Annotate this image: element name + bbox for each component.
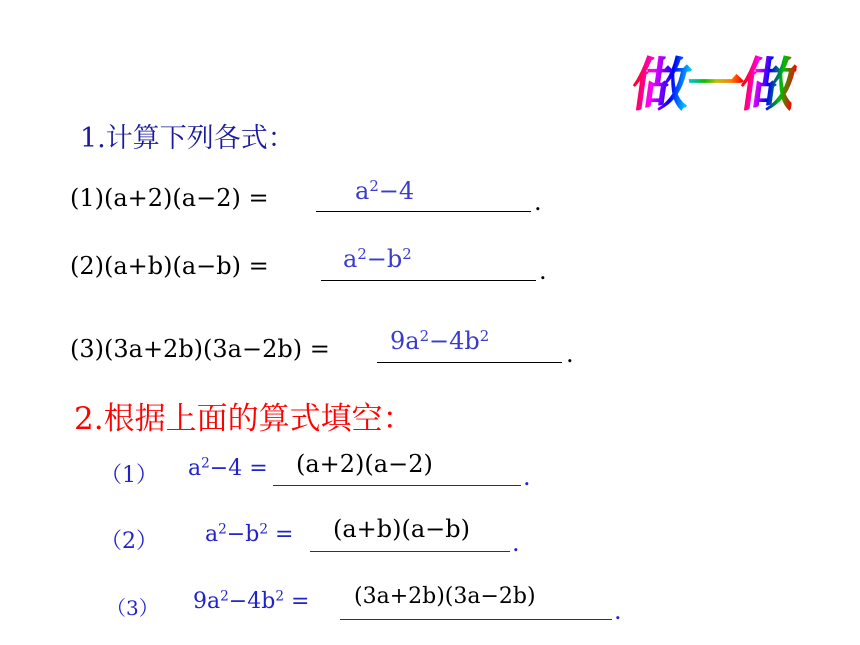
fill-2-answer: (a+b)(a−b) [333,515,471,543]
equation-1-period: . [534,188,542,216]
fill-3-blank [340,618,612,620]
section1-heading: 1.计算下列各式： [80,123,295,154]
page-title: 做一做 [627,38,801,122]
fill-1-blank [273,484,521,486]
fill-3-expression: $9a^2-4b^2$ = [193,588,310,614]
fill-1-expression: $a^2-4$ = [188,455,268,481]
equation-3-answer: $9a^2-4b^2$ [390,326,490,355]
equation-1-blank [316,210,531,212]
fill-2-period: . [512,529,520,557]
fill-2-blank [310,550,510,552]
fill-2-expression: $a^2-b^2$ = [205,521,294,547]
equation-1-answer: $a^2-4$ [355,176,415,205]
equation-3-period: . [566,340,574,368]
equation-3-blank [377,361,562,363]
equation-3-label: (3)(3a+2b)(3a−2b) = [70,335,330,363]
equation-1-label: (1)(a+2)(a−2) = [70,184,269,212]
equation-2-answer: $a^2-b^2$ [343,244,412,273]
fill-2-number: （2） [100,529,158,554]
fill-3-number: （3） [106,596,159,620]
fill-1-number: （1） [100,463,158,488]
section2-heading: 2.根据上面的算式填空： [74,401,414,437]
fill-3-answer: (3a+2b)(3a−2b) [354,584,536,609]
equation-2-label: (2)(a+b)(a−b) = [70,252,269,280]
fill-3-period: . [614,597,622,625]
fill-1-answer: (a+2)(a−2) [296,450,433,478]
fill-1-period: . [523,463,531,491]
equation-2-period: . [539,257,547,285]
equation-2-blank [321,279,536,281]
